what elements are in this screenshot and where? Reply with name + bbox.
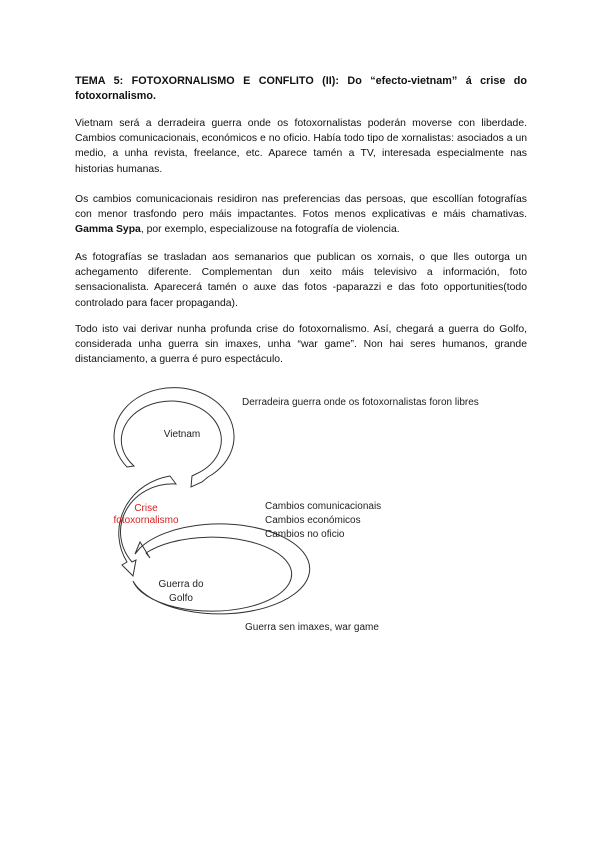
paragraph-text: Os cambios comunicacionais residiron nas preferencias das persoas, que escollían fotografías con menor trasfondo pero máis impactantes. Fotos menos explicativas e máis chamativas.: [75, 194, 527, 221]
paragraph-weeklies: As fotografías se trasladan aos semanarios que publican os xornais, o que lles outorga un achegamento diferente. Complementan dun xeito máis televisivo a información, foto sensacionalista. Aparecerá tamén o auxe das fotos -paparazzi e das foto opportunities(todo controlado para facer propaganda).: [75, 252, 527, 309]
note-change-3: Cambios no oficio: [265, 529, 345, 540]
paragraph-crisis: Todo isto vai derivar nunha profunda crise do fotoxornalismo. Así, chegará a guerra do Golfo, considerada unha guerra sin imaxes, unha “war game”. Non hai seres humanos, grande distanciamento, a guerra é puro espectáculo.: [75, 324, 527, 366]
document-title: TEMA 5: FOTOXORNALISMO E CONFLITO (II): Do “efecto-vietnam” á crise do fotoxornalismo.: [75, 75, 527, 102]
note-change-1: Cambios comunicacionais: [265, 501, 382, 512]
paragraph-text: , por exemplo, especializouse na fotografía de violencia.: [140, 224, 400, 236]
note-vietnam: Derradeira guerra onde os fotoxornalistas foron libres: [242, 397, 479, 408]
crise-cycle-arrow: [119, 476, 176, 576]
node-crise-line2: fotoxornalismo: [113, 515, 179, 526]
cycle-diagram: [0, 370, 600, 670]
node-vietnam: Vietnam: [163, 429, 201, 440]
note-change-2: Cambios económicos: [265, 515, 361, 526]
paragraph-communication-changes: [75, 192, 527, 238]
note-golfo: Guerra sen imaxes, war game: [245, 622, 379, 633]
paragraph-emphasis: Gamma Sypa: [75, 224, 141, 236]
node-crise-line1: Crise: [134, 503, 158, 514]
node-golfo-line2: Golfo: [169, 593, 193, 604]
node-golfo-line1: Guerra do: [158, 579, 204, 590]
paragraph-vietnam: Vietnam será a derradeira guerra onde os fotoxornalistas poderán moverse con liberdade. Cambios comunicacionais, económicos e no oficio. Había todo tipo de xornalistas: asociados a un medio, a unha revista, freelance, etc. Aparece tamén a TV, interesada especialmente nas historias humanas.: [75, 118, 527, 175]
